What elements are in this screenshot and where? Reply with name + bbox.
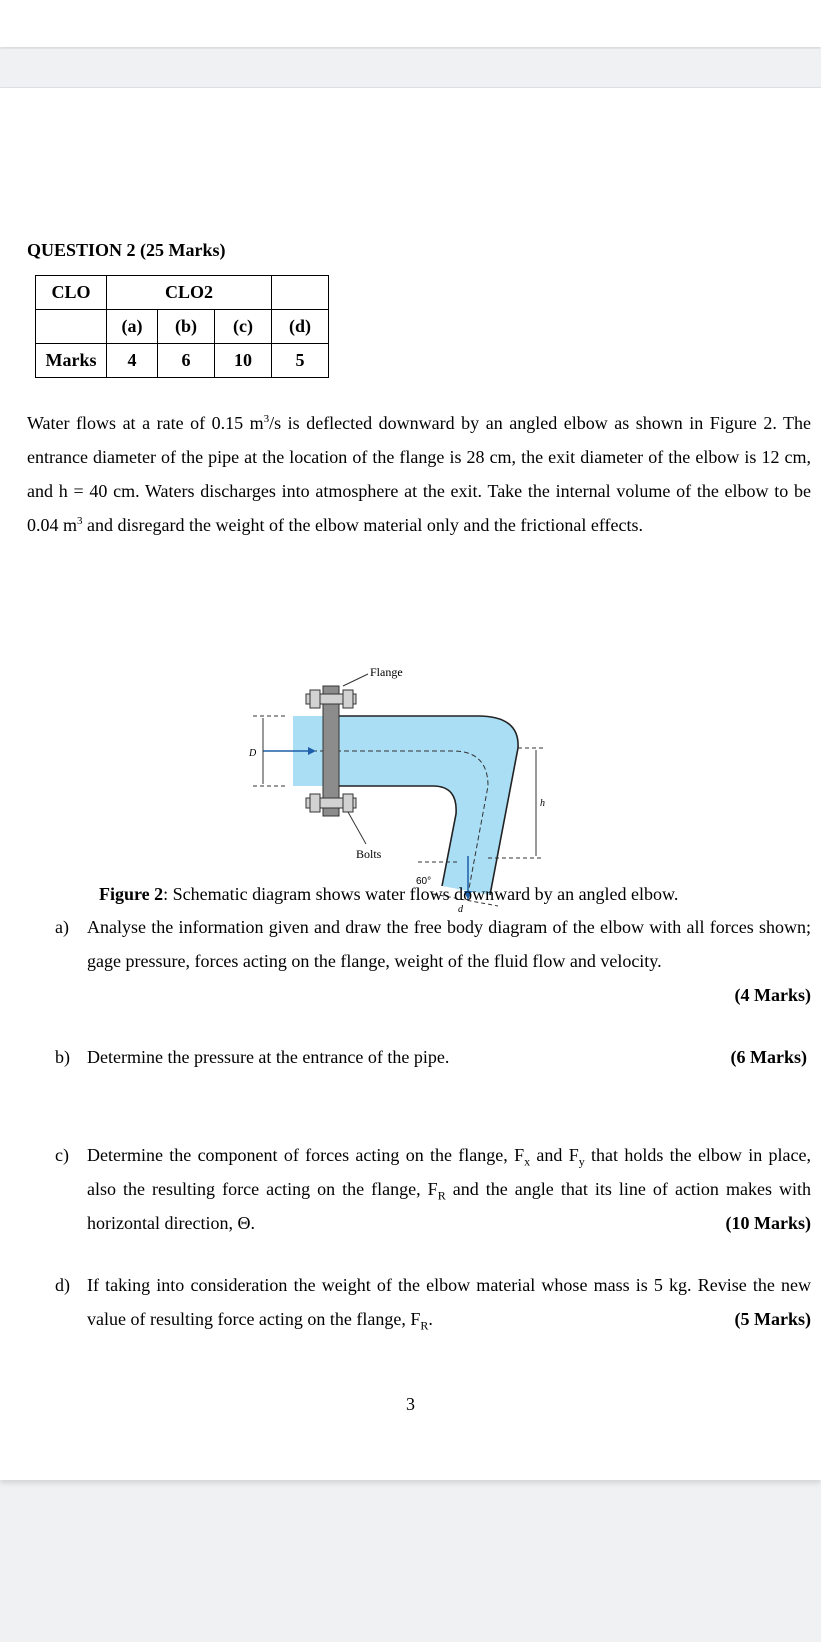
table-cell: (a) — [107, 310, 158, 344]
table-row — [36, 344, 329, 378]
table-cell: CLO2 — [107, 276, 272, 310]
label-h: h — [540, 798, 545, 809]
table-cell: Marks — [36, 344, 107, 378]
label-D: D — [249, 748, 257, 759]
label-bolts: Bolts — [356, 847, 382, 861]
bolt-nut — [343, 794, 353, 812]
question-title: QUESTION 2 (25 Marks) — [27, 240, 226, 260]
bolts-leader — [348, 812, 366, 844]
table-cell — [272, 276, 329, 310]
top-toolbar — [0, 0, 821, 47]
bolt-nut — [310, 794, 320, 812]
table-cell: (d) — [272, 310, 329, 344]
figure-caption: Figure 2: Schematic diagram shows water flows downward by an angled elbow. — [99, 884, 679, 904]
label-angle: 60° — [416, 876, 432, 887]
table-cell — [36, 310, 107, 344]
bolt-nut — [310, 690, 320, 708]
table-cell: 6 — [158, 344, 215, 378]
table-cell: (c) — [215, 310, 272, 344]
page-gap — [0, 49, 821, 88]
flange-plate — [323, 686, 339, 816]
table-cell: 10 — [215, 344, 272, 378]
clo-marks-table — [35, 275, 329, 378]
label-flange: Flange — [370, 665, 403, 679]
bolt-nut — [343, 690, 353, 708]
table-cell: CLO — [36, 276, 107, 310]
problem-statement — [27, 406, 811, 542]
part-d: d) If taking into consideration the weight of the elbow material whose mass is 5 kg. Revise the new value of resulting force acting on the flange, $F_R$. (5 Marks) — [55, 1275, 811, 1333]
flange-leader — [343, 674, 368, 686]
table-cell: (b) — [158, 310, 215, 344]
part-c: c) Determine the component of forces acting on the flange, $F_x$ and $F_y$ that holds the elbow in place, also the resulting force acting on the flange, $F_R$ and the angle that its line of action makes with horizontal direction, Θ. (10 Marks) — [55, 1145, 812, 1233]
document-page — [0, 88, 821, 1480]
page-number: 3 — [406, 1394, 415, 1414]
table-cell: 4 — [107, 344, 158, 378]
part-b: b) Determine the pressure at the entrance of the pipe. (6 Marks) — [55, 1047, 807, 1067]
part-a: a) Analyse the information given and draw the free body diagram of the elbow with all forces shown; gage pressure, forces acting on the flange, weight of the fluid flow and velocity. (4 Marks) — [55, 917, 811, 1005]
label-d: d — [458, 904, 463, 915]
table-cell: 5 — [272, 344, 329, 378]
table-row — [36, 310, 329, 344]
problem-paragraph: Water flows at a rate of 0.15 $m^3/s$ is deflected downward by an angled elbow as shown in Figure 2. The entrance diameter of the pipe at the location of the flange is 28 cm, the exit diameter of the elbow is 12 cm, and h = 40 cm. Waters discharges into atmosphere at the exit. Take the internal volume of the elbow to be 0.04 $m^3$ and disregard the weight of the elbow material only and the frictional effects. — [27, 413, 812, 535]
table-row — [36, 276, 329, 310]
